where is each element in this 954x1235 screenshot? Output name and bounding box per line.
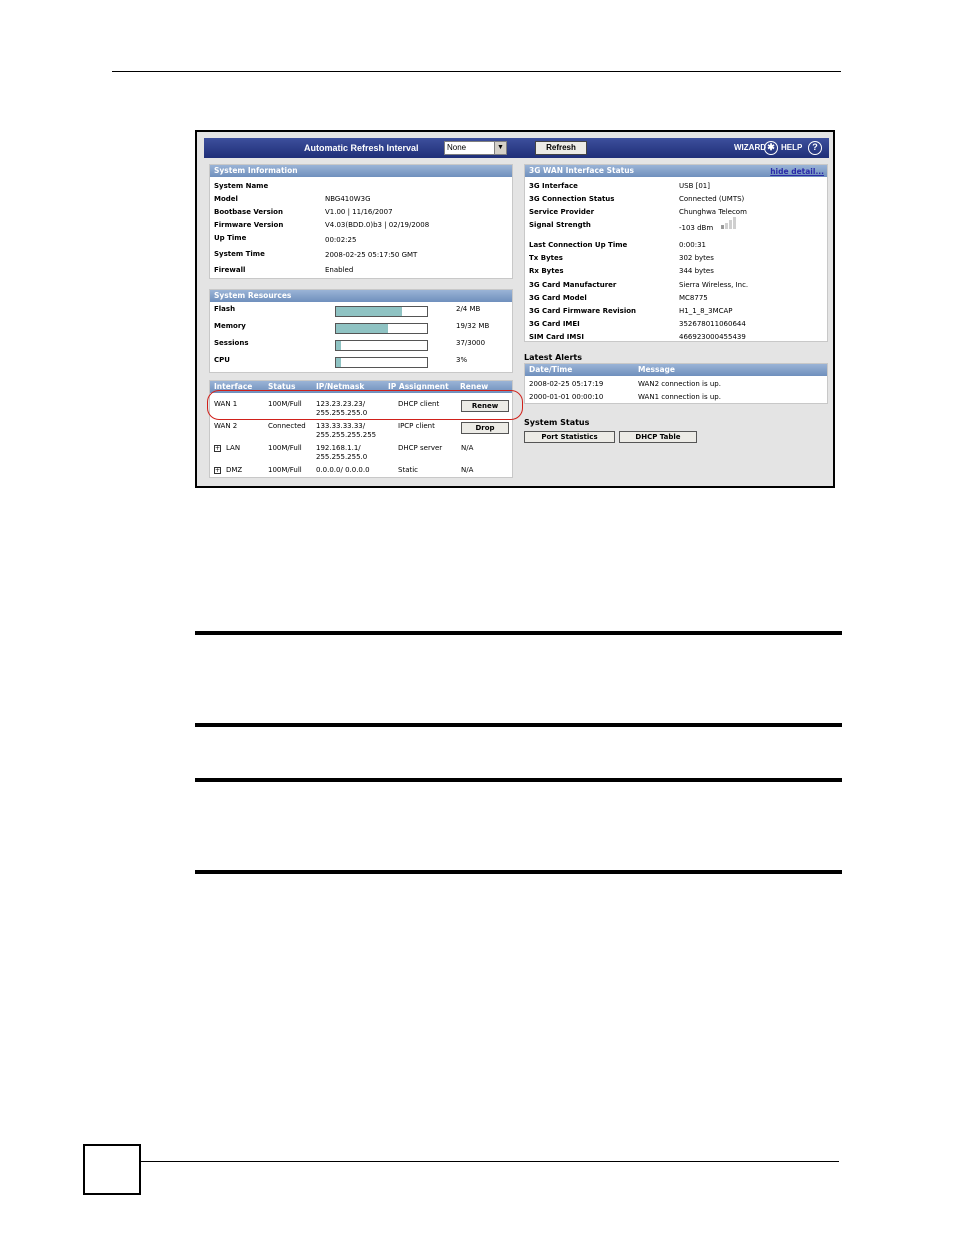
sysinfo-value: NBG410W3G	[325, 195, 371, 203]
wan3g-label: Last Connection Up Time	[529, 241, 628, 249]
iface-name: WAN 1	[214, 400, 238, 408]
sysinfo-label: System Time	[214, 250, 265, 258]
iface-netmask: 255.255.255.0	[316, 453, 368, 461]
wan3g-label: 3G Card Model	[529, 294, 587, 302]
footer-rule	[141, 1161, 839, 1162]
cpu-usage-bar	[335, 357, 428, 368]
expand-icon[interactable]: +	[215, 467, 221, 474]
highlight-ring	[207, 390, 523, 420]
wan3g-value: USB [01]	[679, 182, 710, 190]
wan3g-value: MC8775	[679, 294, 708, 302]
system-information-title: System Information	[210, 165, 512, 177]
system-status-title: System Status	[524, 418, 590, 427]
section-rule-4	[195, 870, 842, 874]
alerts-table-header	[525, 364, 827, 376]
wan3g-value: 352678011060644	[679, 320, 746, 328]
flash-usage-fill	[336, 307, 402, 316]
section-rule-2	[195, 723, 842, 727]
sysinfo-value: V1.00 | 11/16/2007	[325, 208, 393, 216]
wan3g-value: -103 dBm	[679, 224, 714, 232]
iface-status: 100M/Full	[268, 400, 302, 408]
help-link[interactable]: HELP	[781, 143, 803, 152]
sysinfo-label: Up Time	[214, 234, 247, 242]
wan3g-title: 3G WAN Interface Status	[525, 165, 827, 177]
resource-value: 2/4 MB	[456, 305, 481, 313]
dhcp-table-button[interactable]: DHCP Table	[619, 431, 697, 443]
wan3g-value: H1_1_8_3MCAP	[679, 307, 733, 315]
sysinfo-label: Model	[214, 195, 238, 203]
sysinfo-value: Enabled	[325, 266, 354, 274]
wan3g-label: 3G Interface	[529, 182, 578, 190]
resource-label: Flash	[214, 305, 236, 313]
memory-usage-fill	[336, 324, 388, 333]
iface-ip: 192.168.1.1/	[316, 444, 361, 452]
renew-button[interactable]: Renew	[461, 400, 509, 412]
resource-value: 37/3000	[456, 339, 486, 347]
sysinfo-value: V4.03(BDD.0)b3 | 02/19/2008	[325, 221, 430, 229]
iface-ip: 133.33.33.33/	[316, 422, 366, 430]
iface-name	[214, 466, 242, 474]
iface-ip: 123.23.23.23/	[316, 400, 366, 408]
col-message: Message	[638, 365, 675, 374]
sysinfo-label: Firewall	[214, 266, 246, 274]
iface-action: N/A	[461, 444, 474, 452]
wan3g-value: Chunghwa Telecom	[679, 208, 747, 216]
iface-name	[214, 444, 240, 452]
resource-value: 19/32 MB	[456, 322, 490, 330]
chevron-down-icon: ▼	[494, 142, 506, 154]
col-status: Status	[268, 382, 296, 391]
iface-netmask: 255.255.255.0	[316, 409, 368, 417]
wan3g-value: Sierra Wireless, Inc.	[679, 281, 749, 289]
resource-label: Memory	[214, 322, 246, 330]
flash-usage-bar	[335, 306, 428, 317]
alert-message: WAN1 connection is up.	[638, 393, 721, 401]
iface-assignment: IPCP client	[398, 422, 435, 430]
col-date-time: Date/Time	[529, 365, 573, 374]
wizard-link[interactable]: WIZARD	[734, 143, 766, 152]
iface-status: 100M/Full	[268, 444, 302, 452]
system-resources-title: System Resources	[210, 290, 512, 302]
wan3g-label: Tx Bytes	[529, 254, 563, 262]
latest-alerts-panel	[524, 363, 828, 404]
wan3g-value: 344 bytes	[679, 267, 714, 275]
iface-name-text: LAN	[226, 444, 241, 452]
alert-date: 2008-02-25 05:17:19	[529, 380, 604, 388]
wan3g-label: Signal Strength	[529, 221, 591, 229]
col-ip-assignment: IP Assignment	[388, 382, 449, 391]
top-toolbar	[204, 138, 829, 158]
refresh-button[interactable]: Refresh	[535, 141, 587, 155]
wan3g-label: 3G Connection Status	[529, 195, 615, 203]
refresh-interval-select[interactable]	[444, 141, 507, 155]
iface-name: WAN 2	[214, 422, 238, 430]
iface-netmask: 255.255.255.255	[316, 431, 377, 439]
port-statistics-button[interactable]: Port Statistics	[524, 431, 615, 443]
iface-assignment: DHCP server	[398, 444, 443, 452]
system-resources-panel	[209, 289, 513, 373]
sessions-usage-bar	[335, 340, 428, 351]
sessions-usage-fill	[336, 341, 341, 350]
alert-date: 2000-01-01 00:00:10	[529, 393, 604, 401]
iface-status: 100M/Full	[268, 466, 302, 474]
help-icon[interactable]: ?	[808, 141, 822, 155]
section-rule-3	[195, 778, 842, 782]
wan3g-label: 3G Card IMEI	[529, 320, 580, 328]
wan3g-label: SIM Card IMSI	[529, 333, 585, 341]
sysinfo-label: Bootbase Version	[214, 208, 283, 216]
resource-label: Sessions	[214, 339, 249, 347]
col-ip-netmask: IP/Netmask	[316, 382, 365, 391]
status-screenshot	[195, 130, 835, 488]
resource-label: CPU	[214, 356, 230, 364]
wan3g-value: 466923000455439	[679, 333, 746, 341]
sysinfo-value: 00:02:25	[325, 236, 357, 244]
resource-value: 3%	[456, 356, 468, 364]
header-rule	[112, 71, 841, 72]
iface-status: Connected	[268, 422, 306, 430]
wan3g-label: Rx Bytes	[529, 267, 564, 275]
memory-usage-bar	[335, 323, 428, 334]
sysinfo-label: System Name	[214, 182, 269, 190]
page-number-box	[83, 1144, 141, 1195]
refresh-interval-label: Automatic Refresh Interval	[304, 143, 419, 153]
wan3g-value: 0:00:31	[679, 241, 706, 249]
col-renew: Renew	[460, 382, 489, 391]
latest-alerts-title: Latest Alerts	[524, 353, 583, 362]
section-rule-1	[195, 631, 842, 635]
iface-action: N/A	[461, 466, 474, 474]
alert-message: WAN2 connection is up.	[638, 380, 721, 388]
wan3g-value: Connected (UMTS)	[679, 195, 745, 203]
sysinfo-value: 2008-02-25 05:17:50 GMT	[325, 251, 418, 259]
wan3g-value: 302 bytes	[679, 254, 714, 262]
hide-detail-link[interactable]: hide detail...	[770, 167, 824, 176]
iface-ip: 0.0.0.0/ 0.0.0.0	[316, 466, 370, 474]
expand-icon[interactable]: +	[215, 445, 221, 452]
refresh-interval-value: None	[447, 143, 467, 152]
wan3g-label: 3G Card Firmware Revision	[529, 307, 637, 315]
drop-button[interactable]: Drop	[461, 422, 509, 434]
col-interface: Interface	[214, 382, 253, 391]
wan3g-label: 3G Card Manufacturer	[529, 281, 617, 289]
system-information-panel	[209, 164, 513, 279]
sysinfo-label: Firmware Version	[214, 221, 284, 229]
iface-assignment: Static	[398, 466, 419, 474]
wan3g-label: Service Provider	[529, 208, 595, 216]
wan3g-status-panel	[524, 164, 828, 342]
signal-strength-icon	[721, 217, 737, 229]
iface-name-text: DMZ	[226, 466, 243, 474]
cpu-usage-fill	[336, 358, 341, 367]
wizard-icon[interactable]: ✱	[764, 141, 778, 155]
iface-assignment: DHCP client	[398, 400, 440, 408]
